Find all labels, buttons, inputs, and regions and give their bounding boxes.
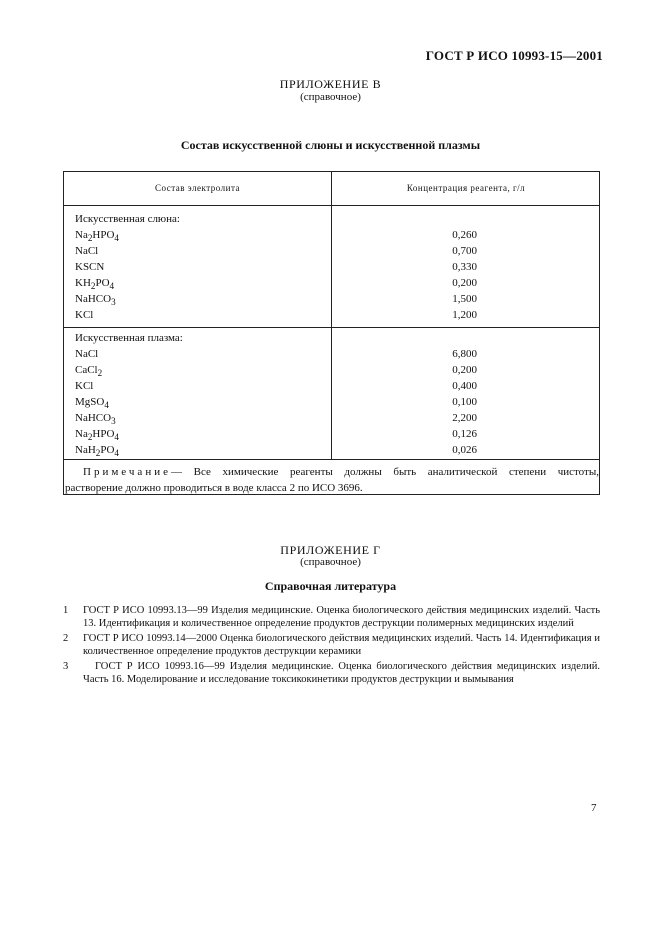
appendix-b-subtitle: (справочное) [300,91,361,103]
plasma-row-name: MgSO$_4$ [75,396,109,411]
column-header-concentration: Концентрация реагента, г/л [406,183,526,193]
reference-item [63,604,600,630]
plasma-label: Искусственная плазма: [75,332,183,344]
electrolyte-table [63,171,600,495]
reference-text: ГОСТ Р ИСО 10993.16—99 Изделия медицинские. Оценка биологического действия медицинских изделий. Часть 16. Моделирование и исследование токсикокинетики продуктов деструкции и вымывания [83,661,600,685]
plasma-row-name: $NaH_2PO_4$ [75,444,119,459]
appendix-g-subtitle: (справочное) [300,556,361,568]
appendix-g-title: ПРИЛОЖЕНИЕ Г [280,543,381,557]
header-divider [64,205,599,206]
saliva-row-name: NaHCO$_3$ [75,293,116,308]
plasma-row-name: $Na_2HPO_4$ [75,428,119,443]
saliva-row-value: 1,200 [452,309,477,321]
table-note [65,464,599,496]
document-code: ГОСТ Р ИСО 10993-15—2001 [425,48,603,63]
column-header-composition: Состав электролита [155,183,240,193]
note-label: Примечание [83,466,171,478]
reference-list [63,604,600,688]
saliva-row-value: 0,330 [452,261,477,273]
plasma-row-name: KCl [75,380,94,392]
saliva-row-value: 0,260 [452,229,477,241]
note-text-1: — Все химические реагенты должны быть аналитической степени чистоты, [170,466,599,478]
saliva-row-value: 1,500 [452,293,477,305]
saliva-row-value: 0,200 [452,277,477,289]
reference-number: 2 [63,633,69,644]
plasma-row-name: NaHCO$_3$ [75,412,116,427]
plasma-row-value: 0,200 [452,364,477,376]
appendix-b-title: ПРИЛОЖЕНИЕ В [279,77,382,91]
saliva-row-name: $Na_2HPO_4$ [75,229,119,244]
saliva-row-name: NaCl [75,245,99,257]
plasma-row-value: 2,200 [452,412,477,424]
plasma-row-value: 0,400 [452,380,477,392]
note-divider [64,459,599,460]
group-divider [64,327,599,328]
saliva-row-name: $KH_2PO_4$ [75,277,115,292]
plasma-row-value: 0,126 [452,428,477,440]
note-text-2: растворение должно проводиться в воде класса 2 по ИСО 3696. [65,482,363,494]
appendix-b-heading: Состав искусственной слюны и искусственной плазмы [180,138,481,152]
plasma-row-name: NaCl [75,348,99,360]
reference-item [63,632,600,658]
saliva-row-value: 0,700 [452,245,477,257]
plasma-row-value: 6,800 [452,348,477,360]
reference-number: 1 [63,605,69,616]
plasma-row-name: CaCl$_2$ [75,364,103,379]
saliva-label: Искусственная слюна: [75,213,180,225]
plasma-row-value: 0,100 [452,396,477,408]
reference-item [63,660,600,686]
reference-number: 3 [63,661,69,672]
appendix-g-heading: Справочная литература [264,579,397,593]
reference-text: ГОСТ Р ИСО 10993.14—2000 Оценка биологического действия медицинских изделий. Часть 14. Идентификация и количественное определение продуктов деструкции керамики [83,633,600,657]
reference-text: ГОСТ Р ИСО 10993.13—99 Изделия медицинские. Оценка биологического действия медицинских изделий. Часть 13. Идентификация и количественное определение продуктов деструкции полимерных медицинских изделий [83,605,600,629]
plasma-row-value: 0,026 [452,444,477,456]
saliva-row-name: KCl [75,309,94,321]
saliva-row-name: KSCN [75,261,105,273]
page-number: 7 [591,802,597,814]
